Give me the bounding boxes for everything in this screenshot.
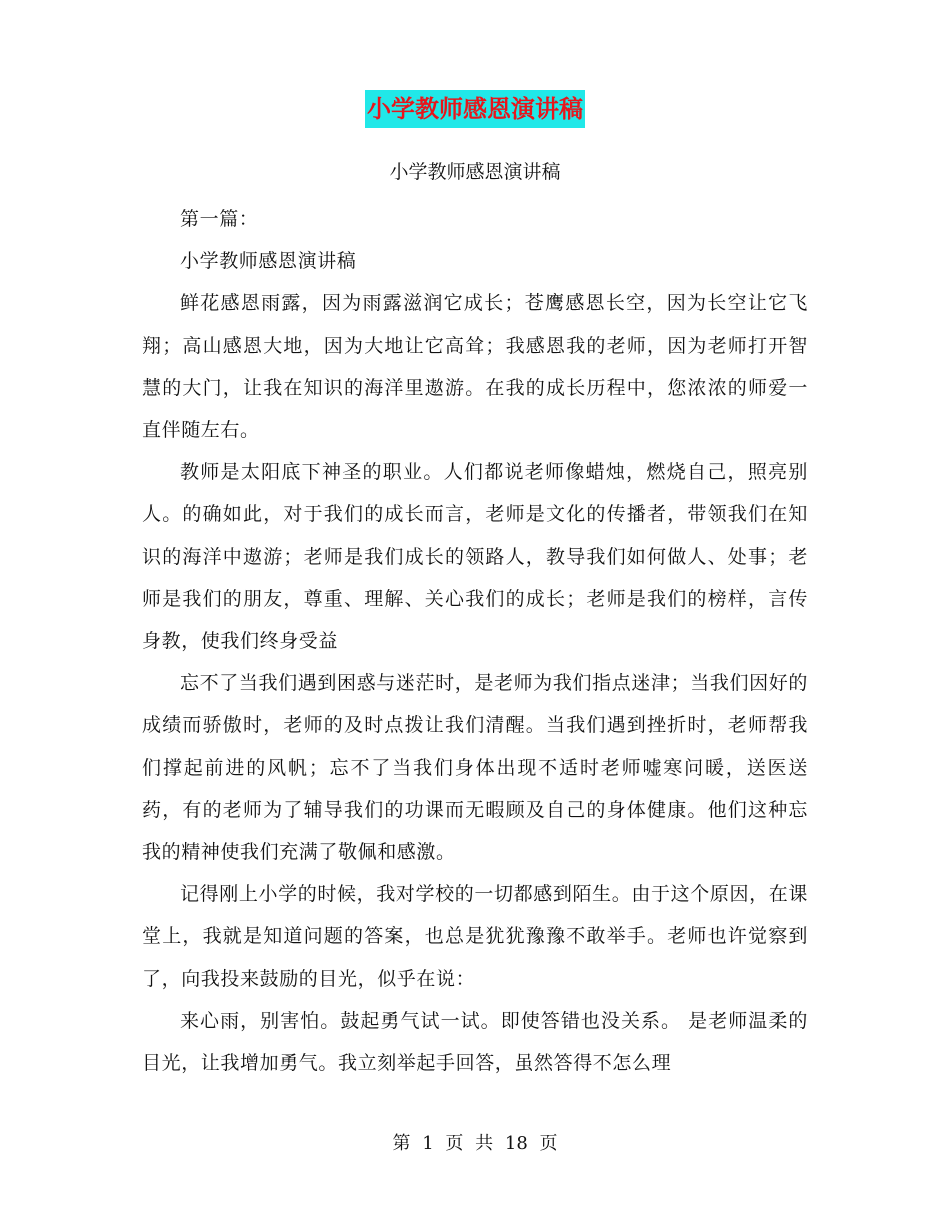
footer-total-unit: 页 — [539, 1133, 558, 1154]
document-title: 小学教师感恩演讲稿 — [365, 90, 585, 128]
document-subtitle: 小学教师感恩演讲稿 — [389, 161, 561, 183]
footer-total-prefix: 共 — [475, 1133, 494, 1154]
paragraph: 记得刚上小学的时候，我对学校的一切都感到陌生。由于这个原因，在课堂上，我就是知道问题的答案，也总是犹犹豫豫不敢举手。老师也许觉察到了，向我投来鼓励的目光，似乎在说： — [142, 883, 808, 990]
paragraph: 教师是太阳底下神圣的职业。人们都说老师像蜡烛，燃烧自己，照亮别人。的确如此，对于我们的成长而言，老师是文化的传播者，带领我们在知识的海洋中遨游；老师是我们成长的领路人，教导我们如何做人、处事；老师是我们的朋友，尊重、理解、关心我们的成长；老师是我们的榜样，言传身教，使我们终身受益 — [142, 461, 808, 653]
footer-page-unit: 页 — [445, 1133, 464, 1154]
title-container — [0, 90, 950, 128]
page-number: 1 — [422, 1133, 434, 1154]
footer-prefix: 第 — [392, 1133, 411, 1154]
paragraph: 小学教师感恩演讲稿 — [180, 250, 357, 273]
paragraph: 第一篇： — [180, 208, 259, 230]
page-footer — [0, 1130, 950, 1158]
document-body — [142, 198, 808, 1084]
paragraph: 忘不了当我们遇到困惑与迷茫时，是老师为我们指点迷津；当我们因好的成绩而骄傲时，老师的及时点拨让我们清醒。当我们遇到挫折时，老师帮我们撑起前进的风帆；忘不了当我们身体出现不适时老师嘘寒问暖，送医送药，有的老师为了辅导我们的功课而无暇顾及自己的身体健康。他们这种忘我的精神使我们充满了敬佩和感激。 — [142, 672, 808, 864]
paragraph: 来心雨，别害怕。鼓起勇气试一试。即使答错也没关系。 是老师温柔的目光，让我增加勇气。我立刻举起手回答，虽然答得不怎么理 — [142, 1009, 808, 1075]
paragraph: 鲜花感恩雨露，因为雨露滋润它成长；苍鹰感恩长空，因为长空让它飞翔；高山感恩大地，因为大地让它高耸；我感恩我的老师，因为老师打开智慧的大门，让我在知识的海洋里遨游。在我的成长历程中，您浓浓的师爱一直伴随左右。 — [142, 292, 808, 442]
total-pages: 18 — [504, 1133, 528, 1154]
